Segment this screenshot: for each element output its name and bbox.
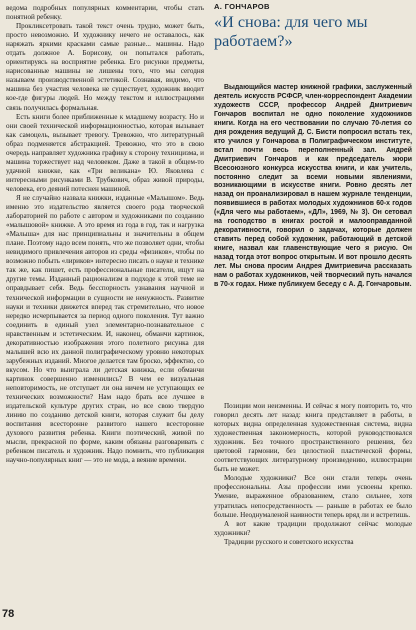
left-paragraph-4: Я не случайно назвала книжки, изданные «Малышом». Ведь именно это издательство является своего рода творческой лабораторией по работе с автором и художниками по созданию «малышовой» книжке. А это время из года в год, так и нагрузка «Малыша» для нас принципиальны и значительны в общем плане. Поэтому надо всем понять, что же позволяет одни, чтобы невидимого привлечения авторов из среды «физиков», чтобы по возможно побыть «лириков» интересно писать о науке и технике так же, как пишет, есть профессиональные писатели, ищут на другие темы. Изданный рационализм в подходе к этой теме не оправдывает себя. Ведь бесспорность узнавания научной и технической информации в сущности не ненужность. Развитие науки и техники движется вперед так стремительно, что новое нередко исчерпывается за период одного поколения. Тут важно соединить в единый узел элементарно-познавательное с нравственным и эстетическим. И, наконец, обманчи картинок, декоративностью изображения этого полетного рисунка для малышей всю их данной полиграфическому уровню некоторых зарубежных изданий. Многое делается там броско, эффектно, со вкусом. Но что выиграла ли детская книжка, если обманчи картинок совершенно изменились? В чем ее визуальная неповторимость, не отступает ли она ничем не уступающих ее технических возможности? Нам надо брать все лучшее в издательской культуре других стран, но все свою твердую линию по созданию детской книги, которая служит бы делу воспитания всесторонне развитого нашего всесторонне духового развития ребенка. Книги поэтический, живой по мысли, прекрасной по форме, каким обязаны разговаривать с ребенком писатель и художник. Надо помнить, что публикация научно-популярных книг — это не мода, а веяние времени.	[6, 193, 204, 465]
left-text-column	[6, 4, 204, 465]
left-paragraph-1: ведома подробных популярных комментарии, чтобы стать понятной ребенку.	[6, 4, 204, 22]
intro-paragraph: Выдающийся мастер книжной графики, заслуженный деятель искусств РСФСР, член-корреспондент Академии художеств СССР, профессор Андрей Дмитриевич Гончаров воспитал не одно поколение художников книги. Когда на его чествовании по случаю 70-летия со дня рождения ведущий Д. С. Бисти попросил встать тех, кто учился у Гончарова в Полиграфическом институте, встал почти весь переполненный зал. Андрей Дмитриевич Гончаров и как председатель жюри Всесоюзного конкурса искусства книги, и как учитель, постоянно следит за всеми новыми явлениями, возникающими в искусстве книги. Ровно десять лет назад он проанализировал в нашем журнале тенденции, появившиеся в работах молодых художников 60-х годов («Для чего мы работаем», «ДЛ», 1969, № 3). Он сетовал на господство в книгах ростой и малоoправданной декоративности, говорил о задачах, которые должен ставить перед собой художник, работающий в детской книге, назвал как главенствующие чего я рисую. Он назад тогда этот вопрос открытым. И вот прошло десять лет. Мы снова просим Андрея Дмитриевича рассказать нам о работах художников, чей творческий путь начался в 70-х годах. Ниже публикуем беседу с А. Д. Гончаровым.	[214, 84, 412, 288]
right-paragraph-2: Молодые художники? Все они стали теперь очень профессиональны. Азы профессии ими усвоены крепко. Умение, выраженное образованием, стало сильнее, хотя утратилась непосредственность — раньше в работах ее было больше. Неоднумаленой наивности теперь вряд ли и встретишь.	[214, 474, 412, 519]
left-paragraph-3: Есть книги более приближенные к младшему возрасту. Но и они своей технической информационностью, которая вызывает как самоцель, вызывает тревогу. Тревожно, что литературный образ подменяется абстракцией. Тревожно, что это в свою очередь направляет художника графику к сторону техницизма, и машина торжествует над человеком. Даже в такой в общем-то удачной книжке, как «Три великана» Ю. Яковлева с интересными рисунками В. Трубкович, образ живой природы, человека, его деяний потеснен машиной.	[6, 112, 204, 193]
article-author: А. ГОНЧАРОВ	[214, 2, 270, 11]
right-text-column	[214, 402, 412, 547]
left-paragraph-2: Прокликсетровать такой текст очень трудно, может быть, просто невозможно. И художнику нечего не оставалось, как наряжать яркими красками самые разные... машины. Надо отдать должное А. Борисову, он попытался работать, ориентируясь на восприятие ребенка. Его рисунки предметы, нарисованные машины не лишены того, что мы сегодня называем производственной эстетикой. Сознавая, видимо, что машина без участия человека не существует, художник вводит кое-где фигуры людей. Но между текстом и иллюстрациями связь получилась формальная.	[6, 22, 204, 112]
right-paragraph-1: Позиции мои неизменны. И сейчас я могу повторить то, что говорил десять лет назад: книга представляет в работы, в которых видна определенная художественная система, видна художественная закономерность, которой руководствовался художник. Без точного пространственного решения, без цветовой гармонии, без целостной пластической формы, соответствующих литературному произведению, иллюстрации быть не может.	[214, 402, 412, 474]
article-title: «И снова: для чего мы работаем?»	[214, 13, 368, 50]
right-paragraph-3: А вот какие традиции продолжают сейчас молодые художники?	[214, 519, 412, 537]
page-number: 78	[2, 608, 15, 620]
right-paragraph-4: Традиции русского и советского искусства	[224, 537, 354, 546]
article-intro	[214, 84, 412, 290]
